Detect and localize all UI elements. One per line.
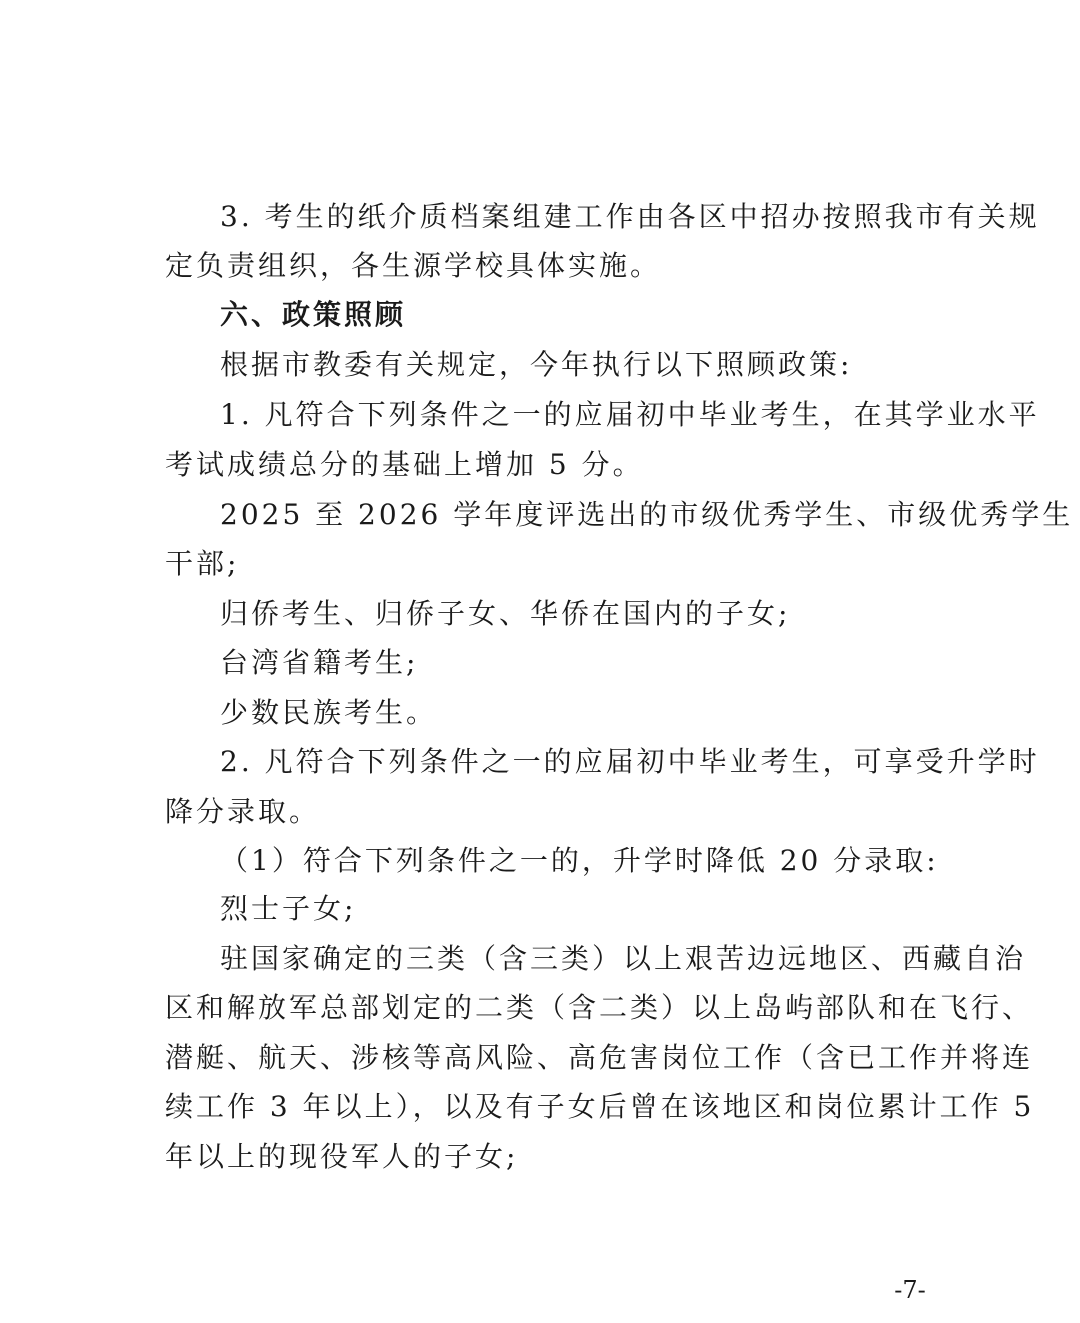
paragraph-line: 区和解放军总部划定的二类（含二类）以上岛屿部队和在飞行、 — [165, 991, 1034, 1024]
paragraph-line: 3. 考生的纸介质档案组建工作由各区中招办按照我市有关规 — [220, 200, 1040, 233]
paragraph-line: 台湾省籍考生; — [220, 646, 419, 679]
paragraph-line: 考试成绩总分的基础上增加 5 分。 — [165, 448, 644, 481]
paragraph-line: 年以上的现役军人的子女; — [165, 1140, 519, 1173]
paragraph-line: 驻国家确定的三类（含三类）以上艰苦边远地区、西藏自治 — [220, 942, 1027, 975]
paragraph-line: 1. 凡符合下列条件之一的应届初中毕业考生，在其学业水平 — [220, 398, 1040, 431]
paragraph-line: 2. 凡符合下列条件之一的应届初中毕业考生，可享受升学时 — [220, 745, 1040, 778]
paragraph-line: 续工作 3 年以上），以及有子女后曾在该地区和岗位累计工作 5 — [165, 1090, 1035, 1123]
page-number: -7- — [894, 1276, 926, 1304]
paragraph-line: （1）符合下列条件之一的，升学时降低 20 分录取: — [220, 844, 939, 877]
paragraph-line: 根据市教委有关规定，今年执行以下照顾政策: — [220, 348, 853, 381]
paragraph-line: 烈士子女; — [220, 892, 357, 925]
paragraph-line: 干部; — [165, 547, 240, 580]
paragraph-line: 2025 至 2026 学年度评选出的市级优秀学生、市级优秀学生 — [220, 498, 1074, 531]
section-heading: 六、政策照顾 — [220, 298, 407, 331]
paragraph-line: 归侨考生、归侨子女、华侨在国内的子女; — [220, 597, 791, 630]
paragraph-line: 少数民族考生。 — [220, 696, 438, 729]
paragraph-line: 降分录取。 — [165, 795, 321, 828]
paragraph-line: 潜艇、航天、涉核等高风险、高危害岗位工作（含已工作并将连 — [165, 1041, 1034, 1074]
paragraph-line: 定负责组织，各生源学校具体实施。 — [165, 249, 662, 282]
